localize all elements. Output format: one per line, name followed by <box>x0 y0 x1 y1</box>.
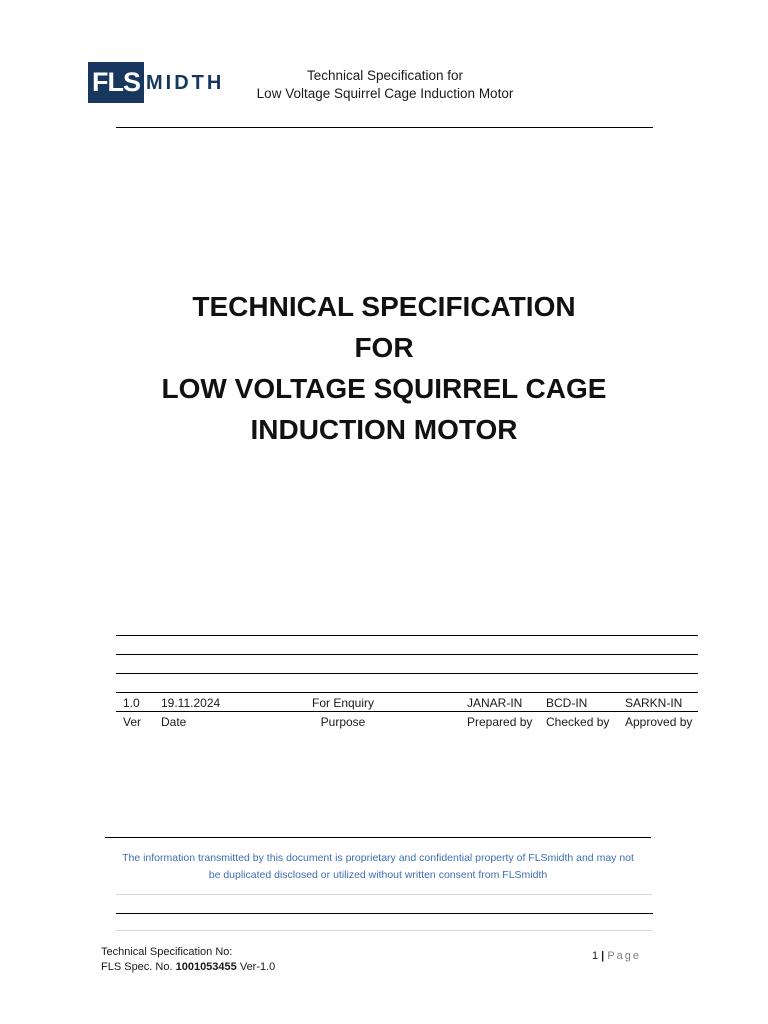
flsmidth-logo <box>88 62 224 103</box>
footer-light-divider <box>116 930 652 931</box>
title-line4: INDUCTION MOTOR <box>250 414 518 445</box>
revision-row-line <box>116 635 698 636</box>
spec-suffix: Ver-1.0 <box>236 961 276 973</box>
header-title-line2: Low Voltage Squirrel Cage Induction Motor <box>256 86 514 101</box>
header-checked: Checked by <box>546 715 610 729</box>
header-title-line1: Technical Specification for <box>306 68 464 83</box>
footer-spec-number <box>101 962 275 973</box>
revision-checked: BCD-IN <box>546 696 588 710</box>
page-number-value: 1 <box>592 950 599 962</box>
logo-wordmark: MIDTH <box>146 71 225 94</box>
confidentiality-bottom-rule <box>116 894 652 895</box>
spec-prefix: FLS Spec. No. <box>101 961 176 973</box>
revision-row-line <box>116 692 698 693</box>
revision-date: 19.11.2024 <box>161 696 221 710</box>
revision-prepared: JANAR-IN <box>467 696 523 710</box>
confidentiality-line1: The information transmitted by this document is proprietary and confidential property of FLSmidth and may not <box>122 852 634 864</box>
footer-divider <box>116 913 653 914</box>
header-purpose: Purpose <box>320 715 366 729</box>
confidentiality-notice <box>100 850 656 884</box>
header-divider <box>116 127 653 128</box>
header-approved: Approved by <box>625 715 693 729</box>
document-title <box>84 286 684 450</box>
revision-purpose: For Enquiry <box>311 696 375 710</box>
header-date: Date <box>161 715 187 729</box>
confidentiality-line2: be duplicated disclosed or utilized without written consent from FLSmidth <box>208 869 548 881</box>
page-word: Page <box>607 950 642 962</box>
page-number <box>592 951 641 962</box>
logo-box <box>88 62 144 103</box>
confidentiality-top-rule <box>105 837 651 838</box>
title-line1: TECHNICAL SPECIFICATION <box>192 291 576 322</box>
header-prepared: Prepared by <box>467 715 533 729</box>
revision-row-line <box>116 654 698 655</box>
footer-spec-label: Technical Specification No: <box>101 946 233 958</box>
header-ver: Ver <box>123 715 142 729</box>
revision-approved: SARKN-IN <box>625 696 683 710</box>
revision-ver: 1.0 <box>123 696 140 710</box>
revision-row-line <box>116 673 698 674</box>
spec-number: 1001053455 <box>175 961 237 973</box>
revision-row-line <box>116 711 698 712</box>
logo-box-text: FLS <box>92 67 140 97</box>
page-separator: | <box>598 950 608 962</box>
title-line2: FOR <box>354 332 414 363</box>
title-line3: LOW VOLTAGE SQUIRREL CAGE <box>161 373 607 404</box>
